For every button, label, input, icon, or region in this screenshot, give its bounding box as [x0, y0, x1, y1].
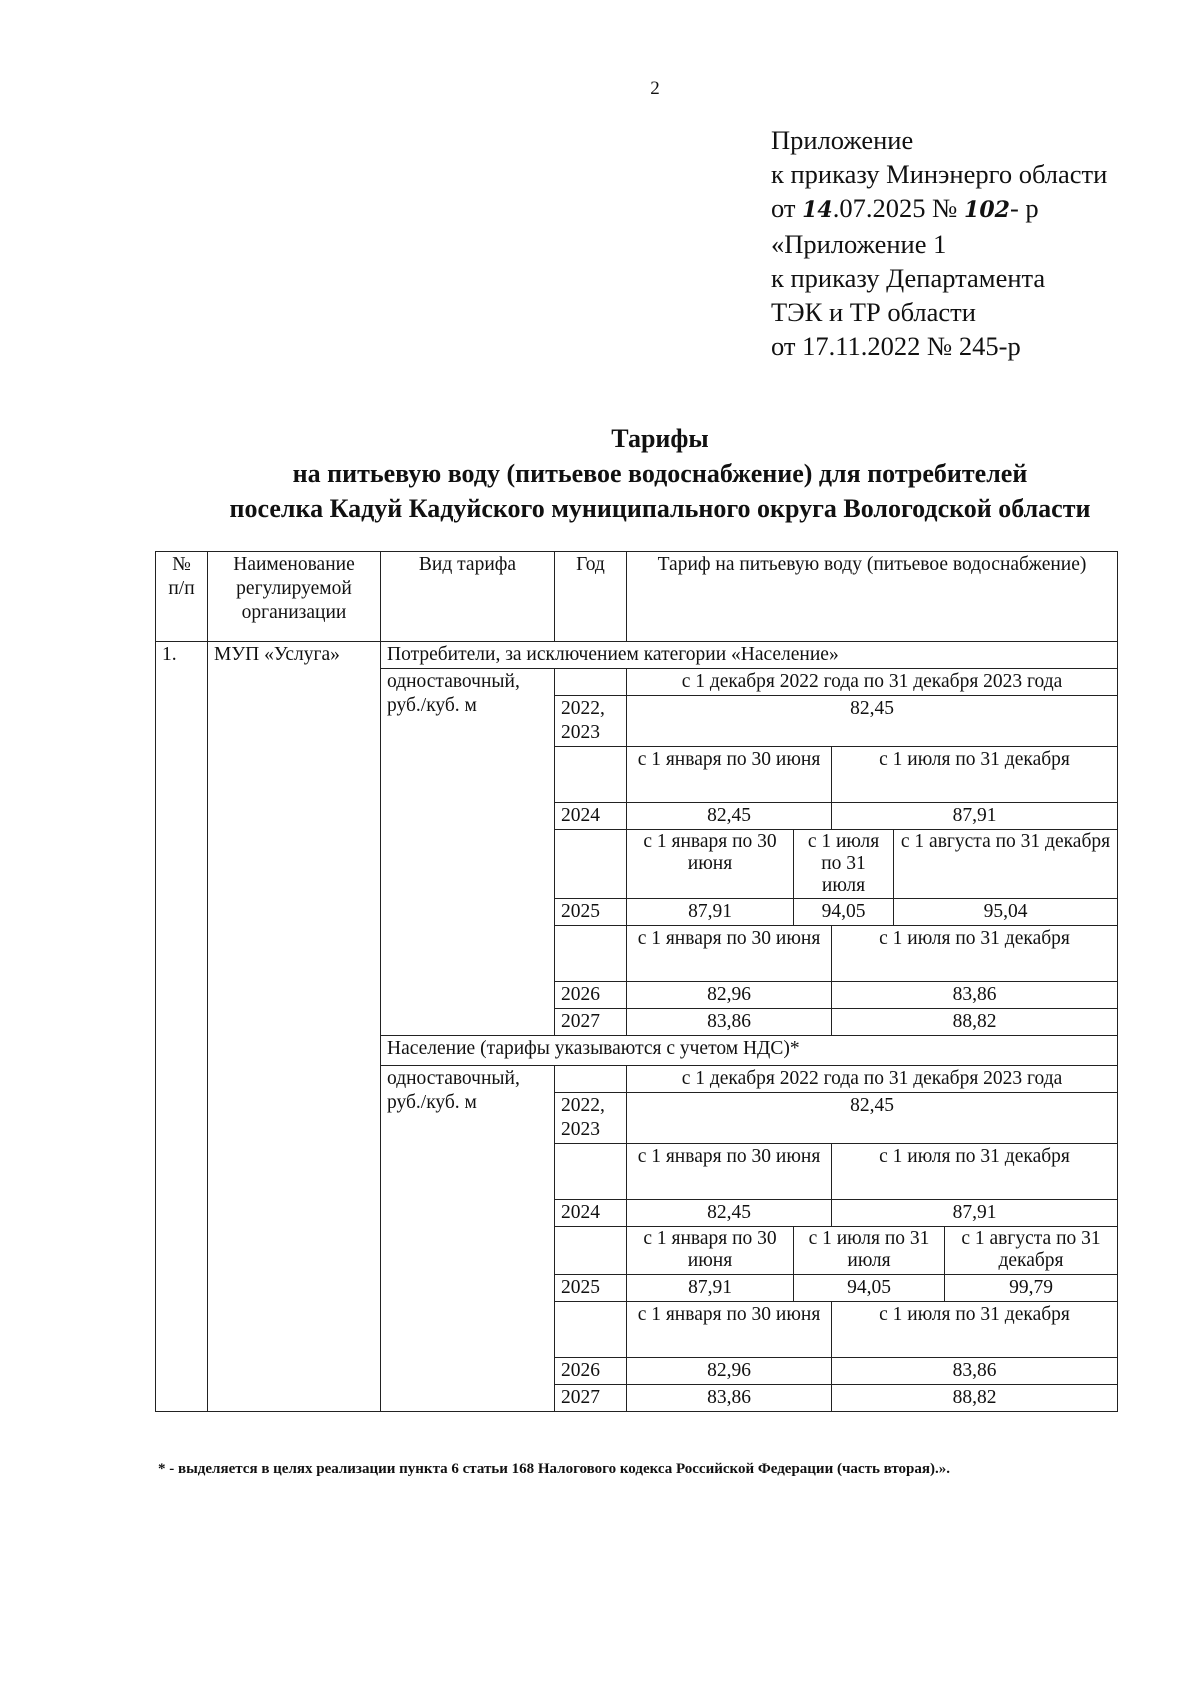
page-number: 2 — [650, 78, 660, 99]
header-type: Вид тарифа — [381, 552, 555, 642]
year-2026: 2026 — [555, 982, 627, 1009]
period-full-header: с 1 декабря 2022 года по 31 декабря 2023 года — [627, 1066, 1118, 1093]
year-empty-cell — [555, 926, 627, 982]
appendix-line-5: к приказу Департамента — [771, 263, 1046, 293]
year-2025: 2025 — [555, 899, 627, 926]
value-2025-aug-dec: 99,79 — [945, 1275, 1118, 1302]
period-2025-july: с 1 июля по 31 июля — [794, 830, 894, 899]
period-2025-aug-dec: с 1 августа по 31 декабря — [945, 1227, 1118, 1275]
year-2027: 2027 — [555, 1385, 627, 1412]
year-2022-2023: 2022, 2023 — [555, 696, 627, 747]
year-2026: 2026 — [555, 1358, 627, 1385]
appendix-line-7: от 17.11.2022 № 245-р — [771, 331, 1021, 361]
handwritten-day: 14 — [802, 197, 833, 223]
year-empty-cell — [555, 669, 627, 696]
value-2027-first-half: 83,86 — [627, 1385, 832, 1412]
header-org: Наименование регулируемой организации — [208, 552, 381, 642]
value-2027-second-half: 88,82 — [832, 1009, 1118, 1036]
value-2025-jan-jun: 87,91 — [627, 1275, 794, 1302]
period-2026-first-half: с 1 января по 30 июня — [627, 926, 832, 982]
period-2024-first-half: с 1 января по 30 июня — [627, 747, 832, 803]
period-2024-first-half: с 1 января по 30 июня — [627, 1144, 832, 1200]
period-2026-second-half: с 1 июля по 31 декабря — [832, 926, 1118, 982]
year-empty-cell — [555, 830, 627, 899]
year-2027: 2027 — [555, 1009, 627, 1036]
appendix-line-6: ТЭК и ТР области — [771, 297, 976, 327]
value-2025-jan-jun: 87,91 — [627, 899, 794, 926]
appendix-line-1: Приложение — [771, 125, 914, 155]
value-2024-second-half: 87,91 — [832, 803, 1118, 830]
period-2024-second-half: с 1 июля по 31 декабря — [832, 747, 1118, 803]
period-2025-aug-dec: с 1 августа по 31 декабря — [894, 830, 1118, 899]
value-2024-first-half: 82,45 — [627, 1200, 832, 1227]
period-2025-july: с 1 июля по 31 июля — [794, 1227, 945, 1275]
value-2025-aug-dec: 95,04 — [894, 899, 1118, 926]
handwritten-order-number: 102 — [964, 197, 1010, 223]
tariff-table — [155, 551, 1118, 1412]
value-2025-july: 94,05 — [794, 1275, 945, 1302]
year-empty-cell — [555, 1302, 627, 1358]
period-2024-second-half: с 1 июля по 31 декабря — [832, 1144, 1118, 1200]
row-number: 1. — [156, 642, 208, 1412]
appendix-line-3 — [771, 191, 1107, 227]
tariff-type: одноставочный, руб./куб. м — [381, 669, 555, 1036]
period-2025-jan-jun: с 1 января по 30 июня — [627, 830, 794, 899]
tariff-type: одноставочный, руб./куб. м — [381, 1066, 555, 1412]
section-title: Население (тарифы указываются с учетом НДС)* — [381, 1036, 1118, 1066]
appendix-line-3-mid: .07.2025 № — [832, 193, 965, 223]
period-2025-jan-jun: с 1 января по 30 июня — [627, 1227, 794, 1275]
org-name: МУП «Услуга» — [208, 642, 381, 1412]
period-full-header: с 1 декабря 2022 года по 31 декабря 2023 года — [627, 669, 1118, 696]
value-2025-july: 94,05 — [794, 899, 894, 926]
table-header-row — [156, 552, 1118, 642]
title-line-3: поселка Кадуй Кадуйского муниципального округа Вологодской области — [229, 494, 1091, 523]
appendix-line-2: к приказу Минэнерго области — [771, 159, 1108, 189]
section-title: Потребители, за исключением категории «Население» — [381, 642, 1118, 669]
appendix-block — [771, 123, 1107, 363]
year-2025: 2025 — [555, 1275, 627, 1302]
year-empty-cell — [555, 1144, 627, 1200]
title-line-1: Тарифы — [611, 424, 709, 453]
appendix-line-3-suffix: - р — [1009, 193, 1039, 223]
year-2022-2023: 2022, 2023 — [555, 1093, 627, 1144]
year-2024: 2024 — [555, 803, 627, 830]
year-empty-cell — [555, 747, 627, 803]
header-num: № п/п — [156, 552, 208, 642]
year-empty-cell — [555, 1227, 627, 1275]
value-2026-first-half: 82,96 — [627, 1358, 832, 1385]
value-2026-second-half: 83,86 — [832, 982, 1118, 1009]
appendix-line-4: «Приложение 1 — [771, 229, 947, 259]
value-2024-first-half: 82,45 — [627, 803, 832, 830]
section-title-row — [156, 642, 1118, 669]
value-2027-second-half: 88,82 — [832, 1385, 1118, 1412]
value-2024-second-half: 87,91 — [832, 1200, 1118, 1227]
value-2022-2023: 82,45 — [627, 1093, 1118, 1144]
document-title — [150, 421, 1170, 526]
footnote: * - выделяется в целях реализации пункта 6 статьи 168 Налогового кодекса Российской Федерации (часть вторая).». — [158, 1461, 950, 1477]
header-tariff: Тариф на питьевую воду (питьевое водоснабжение) — [627, 552, 1118, 642]
year-2024: 2024 — [555, 1200, 627, 1227]
period-2026-second-half: с 1 июля по 31 декабря — [832, 1302, 1118, 1358]
value-2026-second-half: 83,86 — [832, 1358, 1118, 1385]
value-2026-first-half: 82,96 — [627, 982, 832, 1009]
value-2027-first-half: 83,86 — [627, 1009, 832, 1036]
title-line-2: на питьевую воду (питьевое водоснабжение) для потребителей — [292, 459, 1028, 488]
header-year: Год — [555, 552, 627, 642]
value-2022-2023: 82,45 — [627, 696, 1118, 747]
year-empty-cell — [555, 1066, 627, 1093]
period-2026-first-half: с 1 января по 30 июня — [627, 1302, 832, 1358]
appendix-line-3-prefix: от — [771, 193, 803, 223]
